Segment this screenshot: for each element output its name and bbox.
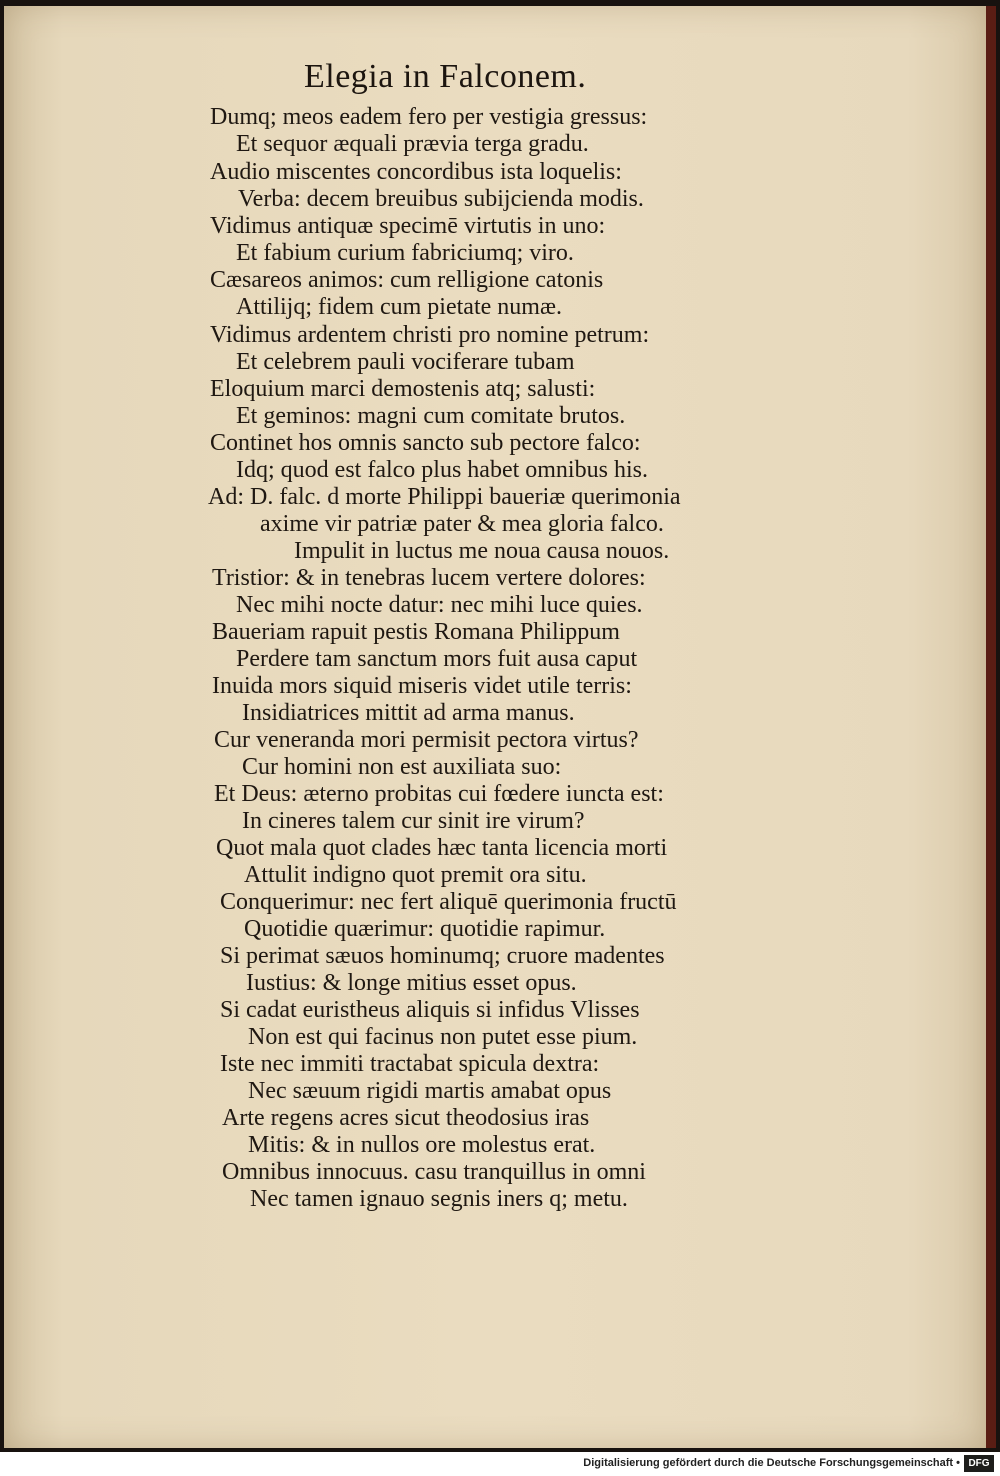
verse-line: Insidiatrices mittit ad arma manus.	[242, 700, 575, 726]
verse-line: Baueriam rapuit pestis Romana Philippum	[212, 619, 620, 645]
verse-line: Tristior: & in tenebras lucem vertere dolores:	[212, 565, 646, 591]
verse-line: Arte regens acres sicut theodosius iras	[222, 1105, 590, 1131]
verse-line: Nec tamen ignauo segnis iners q; metu.	[250, 1186, 628, 1212]
verse-line: In cineres talem cur sinit ire virum?	[242, 808, 585, 834]
verse-line: Perdere tam sanctum mors fuit ausa caput	[236, 646, 638, 672]
verse-line: Iustius: & longe mitius esset opus.	[246, 970, 577, 996]
verse-line: Conquerimur: nec fert aliquē querimonia fructū	[220, 889, 677, 915]
verse-line: Iste nec immiti tractabat spicula dextra:	[220, 1051, 600, 1077]
verse-line: Impulit in luctus me noua causa nouos.	[294, 538, 670, 564]
dfg-logo: DFG	[964, 1455, 994, 1472]
verse-line: Eloquium marci demostenis atq; salusti:	[210, 376, 596, 402]
text-block	[4, 6, 986, 1448]
verse-line: axime vir patriæ pater & mea gloria falco.	[260, 511, 664, 537]
verse-line: Ad: D. falc. d morte Philippi baueriæ querimonia	[208, 484, 681, 510]
verse-line: Si cadat euristheus aliquis si infidus Vlisses	[220, 997, 640, 1023]
verse-line: Attulit indigno quot premit ora situ.	[244, 862, 587, 888]
footer-bar	[0, 1452, 1000, 1476]
verse-line: Attilijq; fidem cum pietate numæ.	[236, 294, 562, 320]
verse-line: Cur veneranda mori permisit pectora virtus?	[214, 727, 639, 753]
verse-line: Non est qui facinus non putet esse pium.	[248, 1024, 638, 1050]
verse-line: Vidimus ardentem christi pro nomine petrum:	[210, 322, 650, 348]
verse-line: Cæsareos animos: cum relligione catonis	[210, 267, 604, 293]
book-page	[4, 6, 986, 1448]
verse-line: Vidimus antiquæ specimē virtutis in uno:	[210, 213, 606, 239]
verse-line: Dumq; meos eadem fero per vestigia gressus:	[210, 104, 648, 130]
footer-credit: Digitalisierung gefördert durch die Deutsche Forschungsgemeinschaft •	[583, 1457, 960, 1469]
verse-line: Et Deus: æterno probitas cui fœdere iuncta est:	[214, 781, 664, 807]
verse-line: Et fabium curium fabriciumq; viro.	[236, 240, 574, 266]
verse-line: Et sequor æquali prævia terga gradu.	[236, 131, 589, 157]
verse-line: Nec sæuum rigidi martis amabat opus	[248, 1078, 612, 1104]
verse-line: Et geminos: magni cum comitate brutos.	[236, 403, 626, 429]
verse-line: Cur homini non est auxiliata suo:	[242, 754, 562, 780]
verse-line: Continet hos omnis sancto sub pectore falco:	[210, 430, 641, 456]
verse-line: Inuida mors siquid miseris videt utile terris:	[212, 673, 632, 699]
book-edge	[986, 6, 996, 1448]
verse-line: Mitis: & in nullos ore molestus erat.	[248, 1132, 596, 1158]
verse-line: Si perimat sæuos hominumq; cruore madentes	[220, 943, 665, 969]
verse-line: Nec mihi nocte datur: nec mihi luce quies.	[236, 592, 643, 618]
page-title: Elegia in Falconem.	[304, 58, 587, 95]
verse-line: Et celebrem pauli vociferare tubam	[236, 349, 575, 375]
verse-line: Quot mala quot clades hæc tanta licencia morti	[216, 835, 668, 861]
verse-line: Quotidie quærimur: quotidie rapimur.	[244, 916, 606, 942]
verse-line: Idq; quod est falco plus habet omnibus his.	[236, 457, 648, 483]
verse-line: Audio miscentes concordibus ista loquelis:	[210, 159, 622, 185]
verse-line: Omnibus innocuus. casu tranquillus in omni	[222, 1159, 646, 1185]
verse-line: Verba: decem breuibus subijcienda modis.	[238, 186, 644, 212]
